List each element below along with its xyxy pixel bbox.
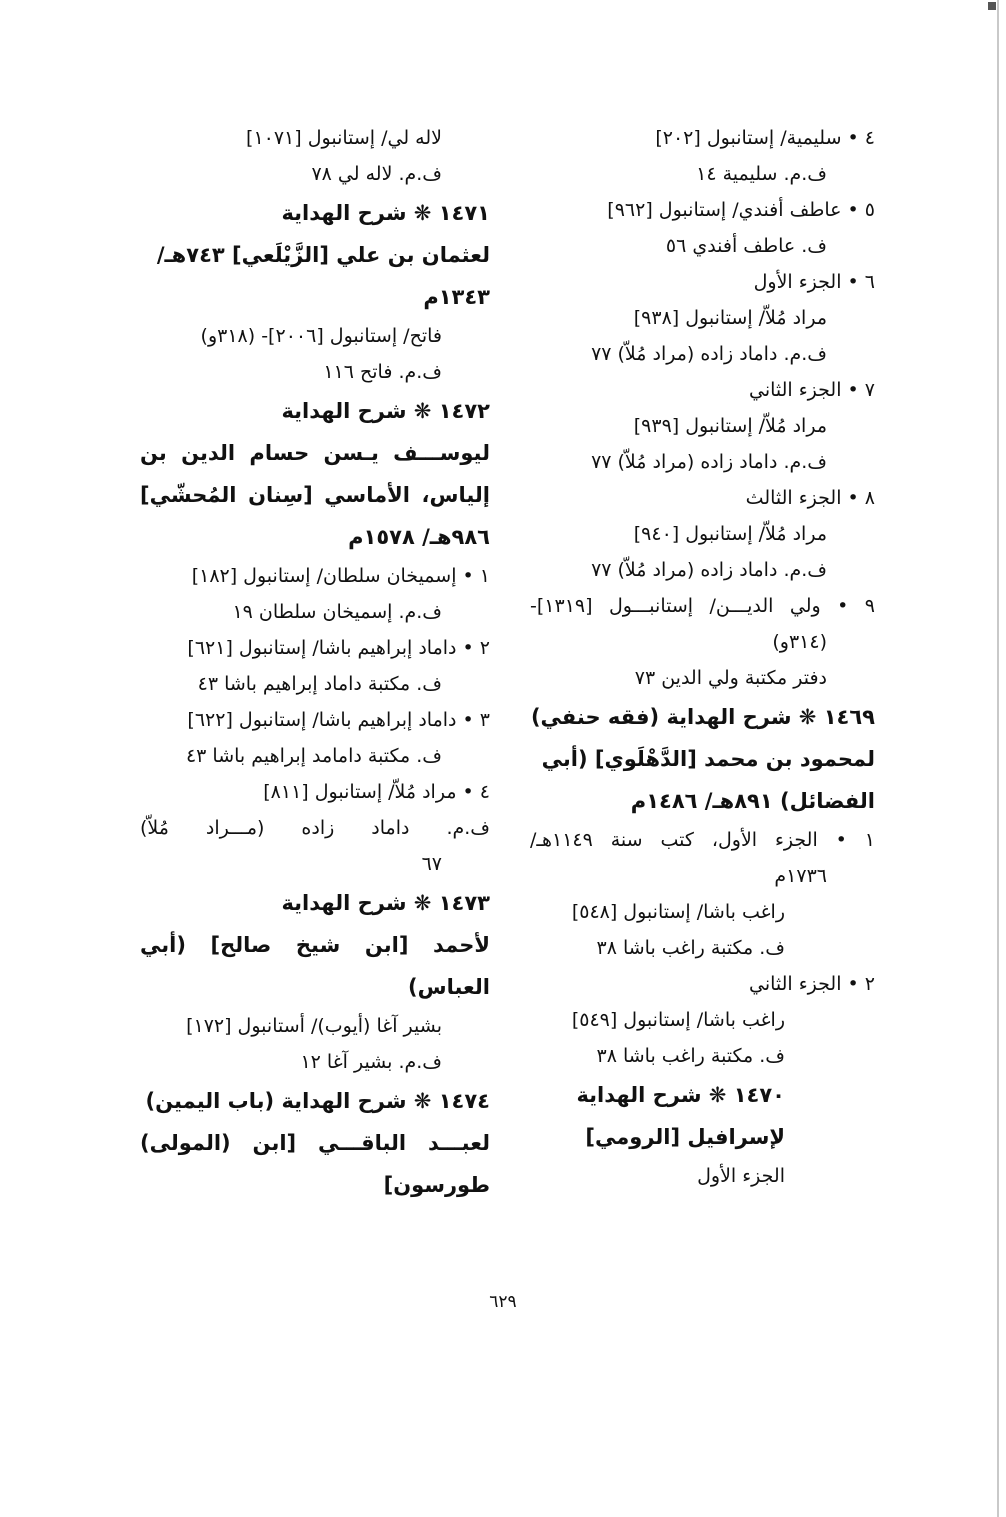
right-catalog-line: ف. مكتبة راغب باشا ٣٨ [596, 1045, 785, 1067]
left-catalog-line: ف.م. داماد زاده (مـــراد مُلاّ) [140, 817, 490, 839]
left-catalog-line: ف.م. لاله لي ٧٨ [311, 163, 442, 185]
right-manuscript-item: ٧ • الجزء الثاني [748, 379, 875, 401]
left-catalog-line: ٦٧ [421, 853, 442, 875]
scan-edge-mark [988, 2, 996, 10]
left-entry-heading: ١٤٧١ ❋ شرح الهداية [281, 201, 490, 225]
right-manuscript-item: ٢ • الجزء الثاني [748, 973, 875, 995]
left-author-line: لأحمد [ابن شيخ صالح] (أبي [140, 933, 490, 957]
left-catalog-line: ف.م. إسميخان سلطان ١٩ [232, 601, 442, 623]
left-author-line: لعثمان بن علي [الزَّيْلَعي] ٧٤٣هـ/ [156, 243, 490, 267]
right-catalog-line: مراد مُلاّ/ إستانبول [٩٤٠] [633, 523, 827, 545]
right-author-line: لإسرافيل [الرومي] [585, 1125, 785, 1149]
left-catalog-line: لاله لي/ إستانبول [١٠٧١] [246, 127, 442, 149]
left-catalog-line: ف.م. بشير آغا ١٢ [300, 1051, 442, 1073]
right-manuscript-item: ٤ • سليمية/ إستانبول [٢٠٢] [655, 127, 875, 149]
left-author-line: ١٣٤٣م [423, 285, 490, 309]
left-manuscript-item: ٢ • داماد إبراهيم باشا/ إستانبول [٦٢١] [187, 637, 490, 659]
right-author-line: الفضائل) ٨٩١هـ/ ١٤٨٦م [630, 789, 875, 813]
right-column [530, 120, 875, 1194]
left-author-line: إلياس، الأماسي [سِنان المُحشّي] [140, 483, 490, 507]
left-column [140, 120, 490, 1206]
right-catalog-line: راغب باشا/ إستانبول [٥٤٨] [571, 901, 785, 923]
right-entry-heading: ١٤٦٩ ❋ شرح الهداية (فقه حنفي) [530, 705, 875, 729]
right-catalog-line: دفتر مكتبة ولي الدين ٧٣ [634, 667, 827, 689]
right-catalog-line: ف.م. داماد زاده (مراد مُلاّ) ٧٧ [591, 559, 827, 581]
left-entry-heading: ١٤٧٢ ❋ شرح الهداية [281, 399, 490, 423]
right-catalog-line: ف.م. داماد زاده (مراد مُلاّ) ٧٧ [591, 343, 827, 365]
right-catalog-line: ف. مكتبة راغب باشا ٣٨ [596, 937, 785, 959]
left-manuscript-item: ١ • إسميخان سلطان/ إستانبول [١٨٢] [191, 565, 490, 587]
scan-edge-line [997, 0, 999, 1517]
right-catalog-line: مراد مُلاّ/ إستانبول [٩٣٨] [633, 307, 827, 329]
right-catalog-line: ف. عاطف أفندي ٥٦ [665, 235, 827, 257]
left-catalog-line: فاتح/ إستانبول [٢٠٠٦]- (٣١٨و) [200, 325, 442, 347]
left-catalog-line: ف. مكتبة داماد إبراهيم باشا ٤٣ [197, 673, 442, 695]
right-catalog-line: (٣١٤و) [772, 631, 827, 653]
right-manuscript-item: ٦ • الجزء الأول [753, 271, 875, 293]
left-author-line: العباس) [408, 975, 490, 999]
left-entry-heading: ١٤٧٤ ❋ شرح الهداية (باب اليمين) [145, 1089, 490, 1113]
right-manuscript-item: ٥ • عاطف أفندي/ إستانبول [٩٦٢] [607, 199, 875, 221]
left-author-line: ٩٨٦هـ/ ١٥٧٨م [348, 525, 490, 549]
right-manuscript-item: ٨ • الجزء الثالث [745, 487, 875, 509]
right-author-line: لمحمود بن محمد [الدَّهْلَوي] (أبي [541, 747, 875, 771]
left-entry-heading: ١٤٧٣ ❋ شرح الهداية [281, 891, 490, 915]
right-catalog-line: ١٧٣٦م [774, 865, 827, 887]
left-catalog-line: ف.م. فاتح ١١٦ [323, 361, 442, 383]
right-manuscript-item: ١ • الجزء الأول، كتب سنة ١١٤٩هـ/ [530, 829, 875, 851]
left-manuscript-item: ٤ • مراد مُلاّ/ إستانبول [٨١١] [263, 781, 490, 803]
left-catalog-line: ف. مكتبة دامامد إبراهيم باشا ٤٣ [185, 745, 442, 767]
left-author-line: لعبـــد الباقـــي [ابن (المولى) [140, 1131, 490, 1155]
page-number: ٦٢٩ [489, 1292, 517, 1312]
left-catalog-line: بشير آغا (أيوب)/ أستانبول [١٧٢] [186, 1015, 442, 1037]
right-entry-heading: ١٤٧٠ ❋ شرح الهداية [576, 1083, 785, 1107]
left-manuscript-item: ٣ • داماد إبراهيم باشا/ إستانبول [٦٢٢] [187, 709, 490, 731]
left-author-line: ليوســـف يـسن حسام الدين بن [140, 441, 490, 465]
right-catalog-line: ف.م. سليمية ١٤ [696, 163, 827, 185]
right-catalog-line: ف.م. داماد زاده (مراد مُلاّ) ٧٧ [591, 451, 827, 473]
right-manuscript-item: ٩ • ولي الديـــن/ إستانبـــول [١٣١٩]- [530, 595, 875, 617]
left-author-line: طورسون] [383, 1173, 490, 1197]
right-catalog-line: الجزء الأول [697, 1165, 785, 1187]
right-catalog-line: راغب باشا/ إستانبول [٥٤٩] [571, 1009, 785, 1031]
right-catalog-line: مراد مُلاّ/ إستانبول [٩٣٩] [633, 415, 827, 437]
